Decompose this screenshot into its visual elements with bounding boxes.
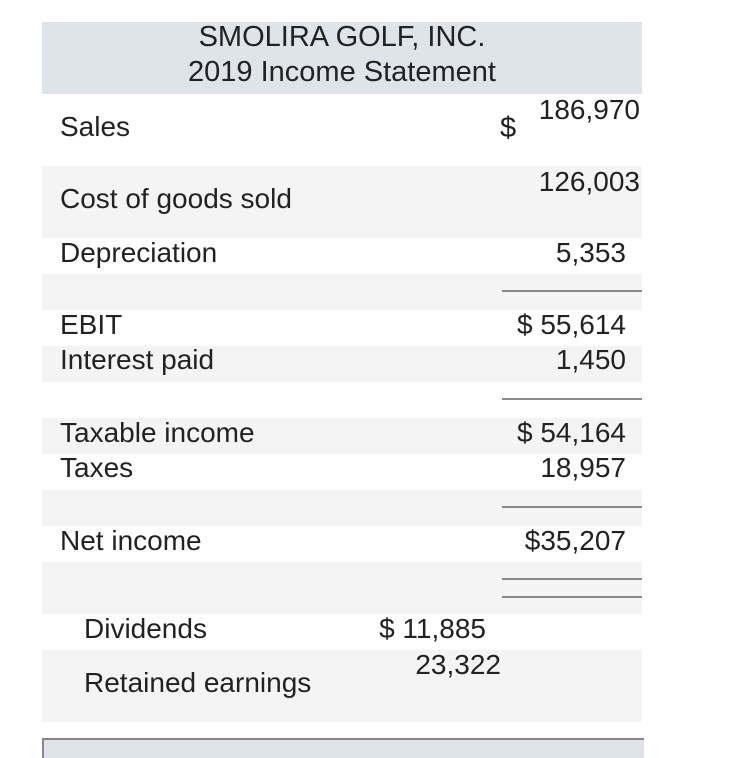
interest-value: 1,450 bbox=[555, 344, 626, 375]
rule-taxes bbox=[502, 506, 642, 508]
statement-title: 2019 Income Statement bbox=[188, 56, 496, 88]
ebit-label: EBIT bbox=[60, 309, 123, 340]
retained-earnings-value: 23,322 bbox=[415, 649, 501, 680]
ebit-value: $ 55,614 bbox=[517, 309, 626, 340]
next-section-edge bbox=[42, 738, 644, 758]
stripe-blank-3 bbox=[42, 562, 642, 614]
rule-net-income-1 bbox=[502, 578, 642, 580]
sales-currency: $ bbox=[500, 112, 517, 144]
depreciation-label: Depreciation bbox=[60, 237, 218, 268]
company-name: SMOLIRA GOLF, INC. bbox=[198, 21, 486, 53]
stripe-blank-1 bbox=[42, 274, 642, 310]
taxes-value: 18,957 bbox=[540, 452, 626, 483]
net-income-value: $35,207 bbox=[524, 525, 626, 556]
retained-earnings-label: Retained earnings bbox=[84, 667, 312, 698]
stripe-blank-2 bbox=[42, 490, 642, 526]
interest-label: Interest paid bbox=[60, 344, 215, 375]
rule-interest bbox=[502, 398, 642, 400]
depreciation-value: 5,353 bbox=[555, 237, 626, 268]
net-income-label: Net income bbox=[60, 525, 202, 556]
taxable-income-label: Taxable income bbox=[60, 417, 255, 448]
rule-net-income-2 bbox=[502, 596, 642, 598]
cogs-value: 126,003 bbox=[538, 166, 640, 197]
taxable-income-value: $ 54,164 bbox=[517, 417, 626, 448]
cogs-label: Cost of goods sold bbox=[60, 183, 292, 214]
rule-depreciation bbox=[502, 290, 642, 292]
sales-label: Sales bbox=[60, 111, 131, 142]
sales-value: 186,970 bbox=[538, 94, 640, 125]
dividends-value: $ 11,885 bbox=[379, 613, 486, 644]
dividends-label: Dividends bbox=[84, 613, 207, 644]
taxes-label: Taxes bbox=[60, 452, 134, 483]
